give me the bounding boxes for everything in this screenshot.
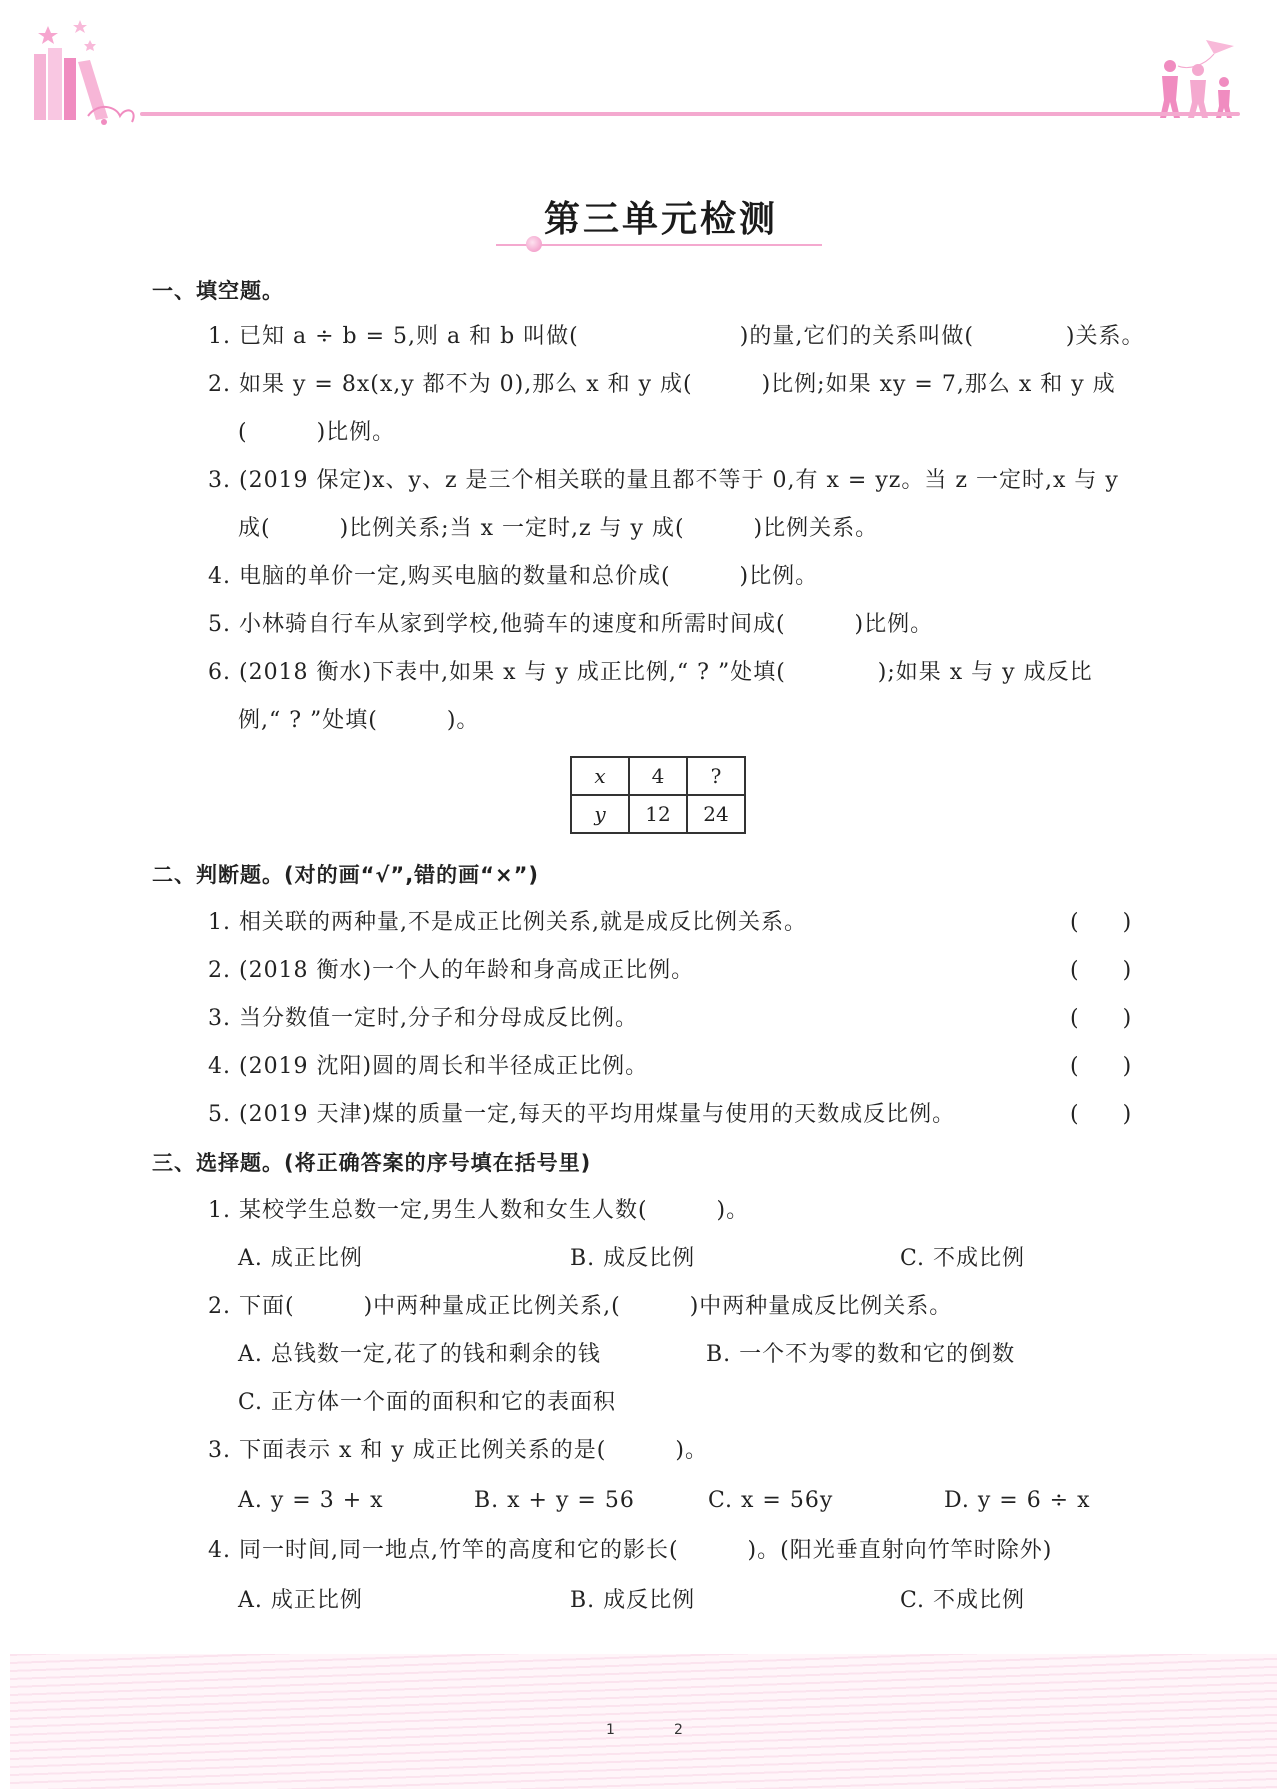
header-rule: [140, 112, 1240, 116]
fill-question-3-line2: 成( )比例关系;当 x 一定时,z 与 y 成( )比例关系。: [238, 516, 879, 541]
fill-question-6-line1: 6. (2018 衡水)下表中,如果 x 与 y 成正比例,“ ? ”处填( );如果 x 与 y 成反比: [208, 660, 1093, 685]
page-title: 第三单元检测: [543, 198, 778, 240]
choice-q1-option-a: A. 成正比例: [238, 1246, 363, 1271]
choice-question-2: 2. 下面( )中两种量成正比例关系,( )中两种量成反比例关系。: [208, 1294, 953, 1319]
choice-q2-option-b: B. 一个不为零的数和它的倒数: [706, 1342, 1016, 1367]
choice-q3-option-d: D. y = 6 ÷ x: [944, 1488, 1091, 1513]
choice-q3-option-b: B. x + y = 56: [474, 1488, 635, 1513]
section3-heading: 三、选择题。(将正确答案的序号填在括号里): [152, 1151, 592, 1175]
choice-q1-option-c: C. 不成比例: [900, 1246, 1026, 1271]
choice-question-3: 3. 下面表示 x 和 y 成正比例关系的是( )。: [208, 1438, 708, 1463]
answer-paren: ( ): [1070, 1102, 1132, 1127]
choice-q4-option-c: C. 不成比例: [900, 1588, 1026, 1613]
choice-question-1: 1. 某校学生总数一定,男生人数和女生人数( )。: [208, 1198, 750, 1223]
section2-heading: 二、判断题。(对的画“√”,错的画“×”): [152, 863, 539, 887]
judge-item-2: 2. (2018 衡水)一个人的年龄和身高成正比例。: [208, 958, 695, 983]
footer-band: [10, 1654, 1277, 1789]
table-cell: 24: [687, 795, 745, 833]
judge-item-3: 3. 当分数值一定时,分子和分母成反比例。: [208, 1006, 638, 1031]
fill-question-3-line1: 3. (2019 保定)x、y、z 是三个相关联的量且都不等于 0,有 x = yz。当 z 一定时,x 与 y: [208, 468, 1119, 493]
choice-q2-option-c: C. 正方体一个面的面积和它的表面积: [238, 1390, 617, 1415]
page-number-right: 2: [674, 1722, 683, 1738]
table-cell: y: [571, 795, 629, 833]
answer-paren: ( ): [1070, 910, 1132, 935]
title-dot-ornament: [526, 236, 542, 252]
fill-question-2-line2: ( )比例。: [238, 420, 396, 445]
choice-q4-option-b: B. 成反比例: [570, 1588, 696, 1613]
answer-paren: ( ): [1070, 1054, 1132, 1079]
section1-heading: 一、填空题。: [152, 279, 284, 303]
fill-question-1: 1. 已知 a ÷ b = 5,则 a 和 b 叫做( )的量,它们的关系叫做( )关系。: [208, 324, 1145, 349]
judge-item-1: 1. 相关联的两种量,不是成正比例关系,就是成反比例关系。: [208, 910, 807, 935]
choice-q2-option-a: A. 总钱数一定,花了的钱和剩余的钱: [238, 1342, 601, 1367]
choice-question-4: 4. 同一时间,同一地点,竹竿的高度和它的影长( )。(阳光垂直射向竹竿时除外): [208, 1538, 1053, 1563]
children-kite-decoration: [1148, 36, 1248, 120]
table-cell: 4: [629, 757, 687, 795]
title-underline: [496, 244, 822, 246]
table-row: [571, 795, 745, 833]
table-cell: ?: [687, 757, 745, 795]
fill-question-5: 5. 小林骑自行车从家到学校,他骑车的速度和所需时间成( )比例。: [208, 612, 934, 637]
choice-q4-option-a: A. 成正比例: [238, 1588, 363, 1613]
choice-q1-option-b: B. 成反比例: [570, 1246, 696, 1271]
books-stars-decoration: [28, 18, 158, 130]
choice-q3-option-c: C. x = 56y: [708, 1488, 834, 1513]
fill-question-2-line1: 2. 如果 y = 8x(x,y 都不为 0),那么 x 和 y 成( )比例;如果 xy = 7,那么 x 和 y 成: [208, 372, 1116, 397]
table-cell: 12: [629, 795, 687, 833]
table-row: [571, 757, 745, 795]
table-cell: x: [571, 757, 629, 795]
judge-item-5: 5. (2019 天津)煤的质量一定,每天的平均用煤量与使用的天数成反比例。: [208, 1102, 956, 1127]
fill-question-6-line2: 例,“ ? ”处填( )。: [238, 708, 480, 733]
judge-item-4: 4. (2019 沈阳)圆的周长和半径成正比例。: [208, 1054, 649, 1079]
page-number-left: 1: [606, 1722, 615, 1738]
answer-paren: ( ): [1070, 1006, 1132, 1031]
xy-value-table: [570, 756, 746, 834]
choice-q3-option-a: A. y = 3 + x: [238, 1488, 384, 1513]
answer-paren: ( ): [1070, 958, 1132, 983]
fill-question-4: 4. 电脑的单价一定,购买电脑的数量和总价成( )比例。: [208, 564, 819, 589]
